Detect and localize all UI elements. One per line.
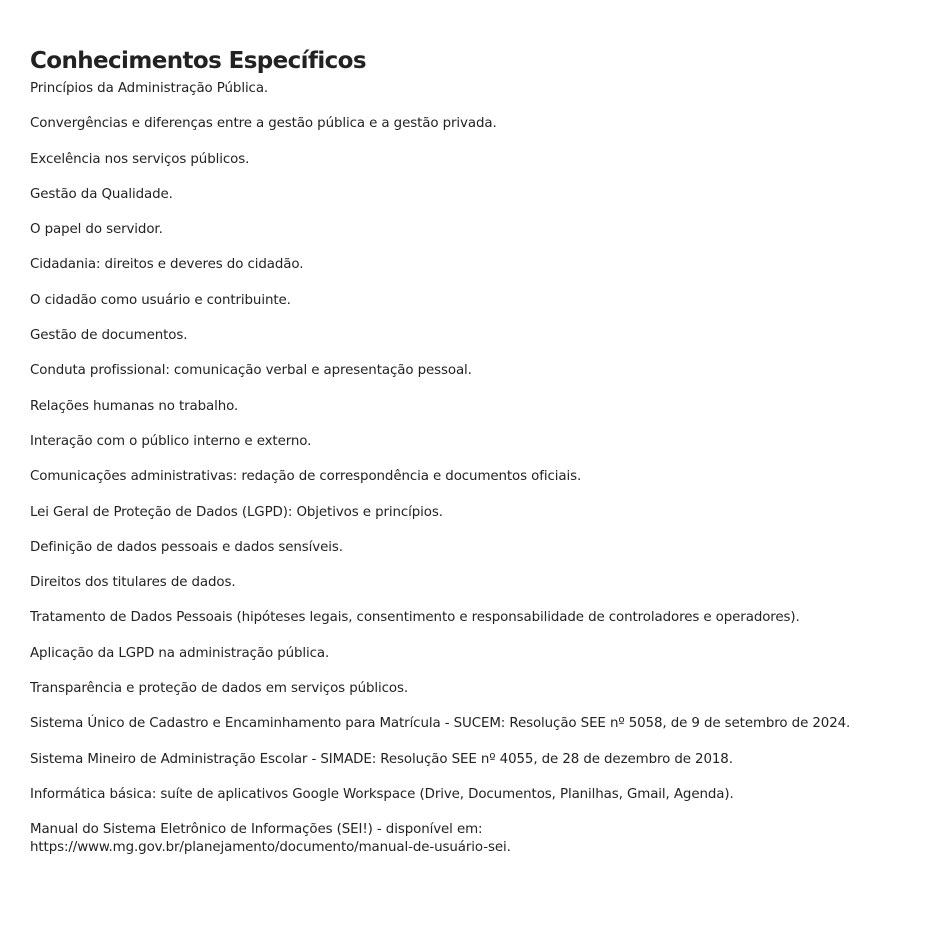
topic-item: Relações humanas no trabalho. [30,398,239,414]
topic-item: Informática básica: suíte de aplicativos Google Workspace (Drive, Documentos, Planilhas, Gmail, Agenda). [30,786,734,802]
topic-list [30,80,910,857]
topic-item: Direitos dos titulares de dados. [30,575,236,591]
topic-item: Cidadania: direitos e deveres do cidadão. [30,257,304,273]
manual-text: Manual do Sistema Eletrônico de Informações (SEI!) - disponível em: [30,822,483,838]
topic-item: Interação com o público interno e externo. [30,433,312,449]
topic-item: Princípios da Administração Pública. [30,81,269,96]
topic-item: Conduta profissional: comunicação verbal e apresentação pessoal. [30,363,472,379]
topic-item: O papel do servidor. [30,222,163,238]
topic-item: Gestão da Qualidade. [30,186,173,202]
topic-item: Excelência nos serviços públicos. [30,151,250,167]
content-section [30,44,910,875]
topic-item: Convergências e diferenças entre a gestão pública e a gestão privada. [30,116,497,132]
topic-item: Definição de dados pessoais e dados sensíveis. [30,539,343,555]
topic-item: Sistema Mineiro de Administração Escolar - SIMADE: Resolução SEE nº 4055, de 28 de dezembro de 2018. [30,751,733,767]
section-title: Conhecimentos Específicos [30,48,366,74]
topic-item: O cidadão como usuário e contribuinte. [30,292,291,308]
topic-item: Comunicações administrativas: redação de correspondência e documentos oficiais. [30,469,582,485]
topic-item: Aplicação da LGPD na administração pública. [30,645,330,661]
topic-item: Gestão de documentos. [30,328,188,344]
topic-item: Tratamento de Dados Pessoais (hipóteses legais, consentimento e responsabilidade de controladores e operadores). [30,610,800,626]
topic-item: Lei Geral de Proteção de Dados (LGPD): Objetivos e princípios. [30,504,443,520]
topic-item: Transparência e proteção de dados em serviços públicos. [30,681,409,697]
topic-item: Sistema Único de Cadastro e Encaminhamento para Matrícula - SUCEM: Resolução SEE nº 5058, de 9 de setembro de 2024. [30,716,851,732]
manual-item [30,821,910,857]
manual-url: https://www.mg.gov.br/planejamento/documento/manual-de-usuário-sei. [30,840,511,856]
